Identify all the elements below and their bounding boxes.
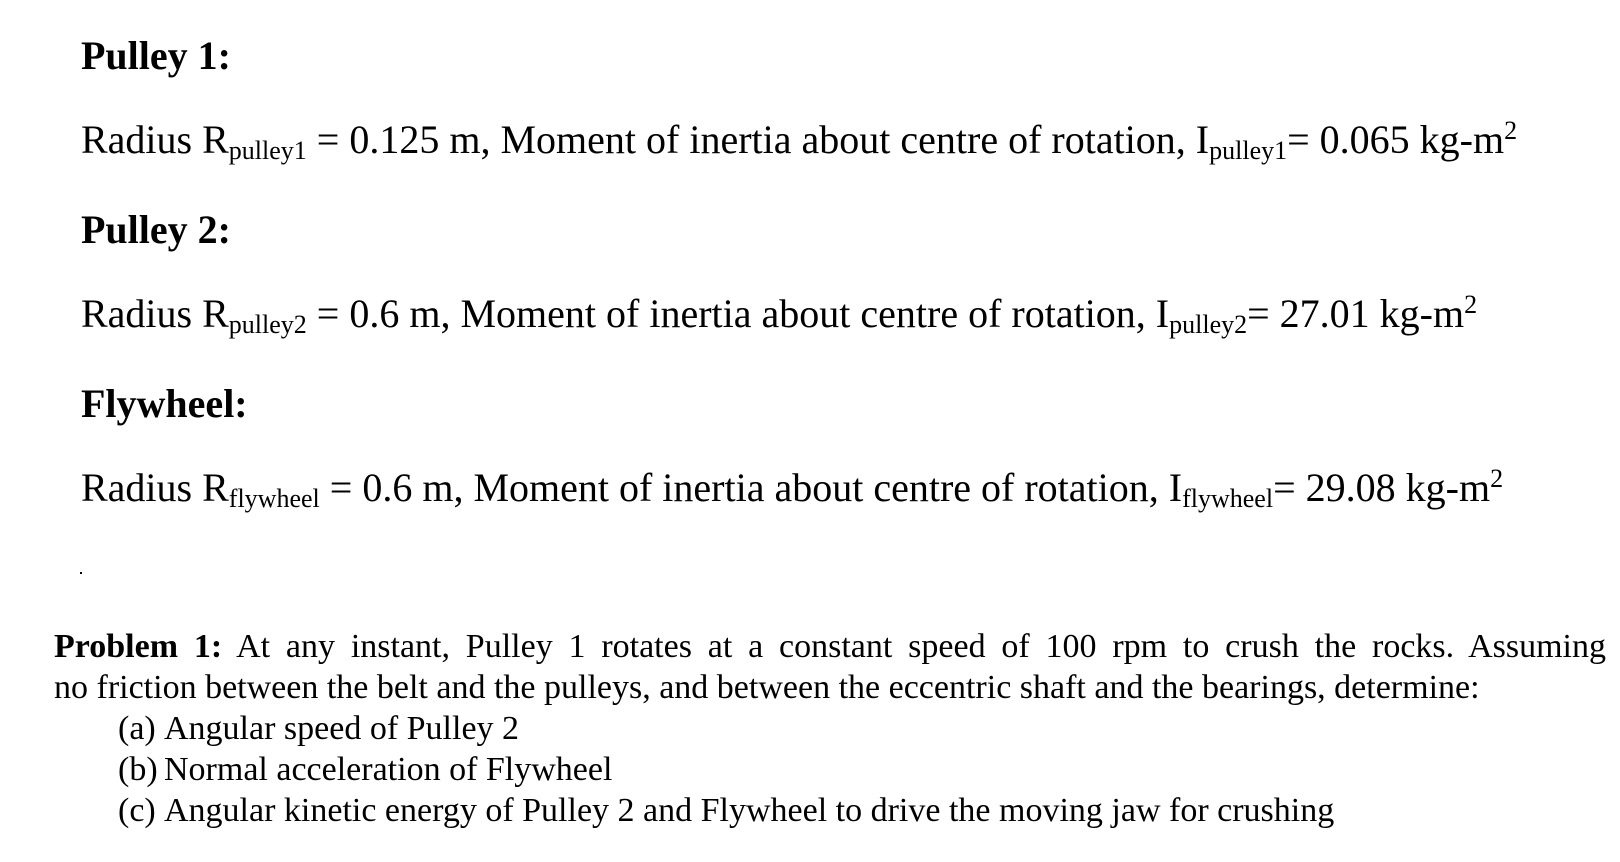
pulley1-radius-value: = 0.125 m, Moment of inertia about centre of rotation, I (306, 117, 1210, 162)
pulley2-unit-sup: 2 (1464, 290, 1478, 319)
problem-line-1 (54, 626, 1606, 667)
problem-statement (54, 626, 1606, 708)
pulley2-inertia-sub: pulley2 (1169, 310, 1248, 339)
flywheel-unit-sup: 2 (1490, 464, 1504, 493)
pulley1-radius-label: Radius R (81, 117, 229, 162)
pulley2-radius-sub: pulley2 (228, 310, 307, 339)
flywheel-heading: Flywheel: (81, 381, 248, 426)
pulley1-heading: Pulley 1: (81, 33, 231, 78)
question-item-a (118, 708, 1334, 749)
question-text-b: Normal acceleration of Flywheel (164, 751, 613, 788)
question-mark-b: (b) (118, 751, 158, 788)
question-mark-c: (c) (118, 792, 156, 829)
problem-line-1-text: At any instant, Pulley 1 rotates at a constant speed of 100 rpm to crush the rocks. Assuming (222, 628, 1606, 665)
question-list (118, 708, 1334, 831)
pulley1-inertia-sub: pulley1 (1209, 136, 1288, 165)
pulley2-radius-label: Radius R (81, 291, 229, 336)
question-mark-a: (a) (118, 710, 156, 747)
flywheel-radius-value: = 0.6 m, Moment of inertia about centre of rotation, I (319, 465, 1183, 510)
question-text-c: Angular kinetic energy of Pulley 2 and Flywheel to drive the moving jaw for crushing (164, 792, 1335, 829)
pulley1-radius-sub: pulley1 (228, 136, 307, 165)
pulley2-heading: Pulley 2: (81, 207, 231, 252)
pulley1-unit-sup: 2 (1504, 116, 1518, 145)
pulley2-inertia-value: = 27.01 kg-m (1247, 291, 1465, 336)
flywheel-inertia-value: = 29.08 kg-m (1273, 465, 1491, 510)
pulley1-inertia-value: = 0.065 kg-m (1287, 117, 1505, 162)
pulley2-radius-value: = 0.6 m, Moment of inertia about centre of rotation, I (306, 291, 1170, 336)
question-item-b (118, 749, 1334, 790)
flywheel-spec (81, 464, 1504, 513)
question-item-c (118, 790, 1334, 831)
question-text-a: Angular speed of Pulley 2 (164, 710, 520, 747)
problem-label: Problem 1: (54, 628, 223, 665)
flywheel-radius-label: Radius R (81, 465, 229, 510)
flywheel-inertia-sub: flywheel (1182, 484, 1274, 513)
pulley1-spec (81, 116, 1518, 165)
stray-dot (80, 572, 82, 574)
problem-line-2: no friction between the belt and the pulleys, and between the eccentric shaft and the bearings, determine: (54, 669, 1480, 706)
pulley2-spec (81, 290, 1478, 339)
flywheel-radius-sub: flywheel (228, 484, 320, 513)
